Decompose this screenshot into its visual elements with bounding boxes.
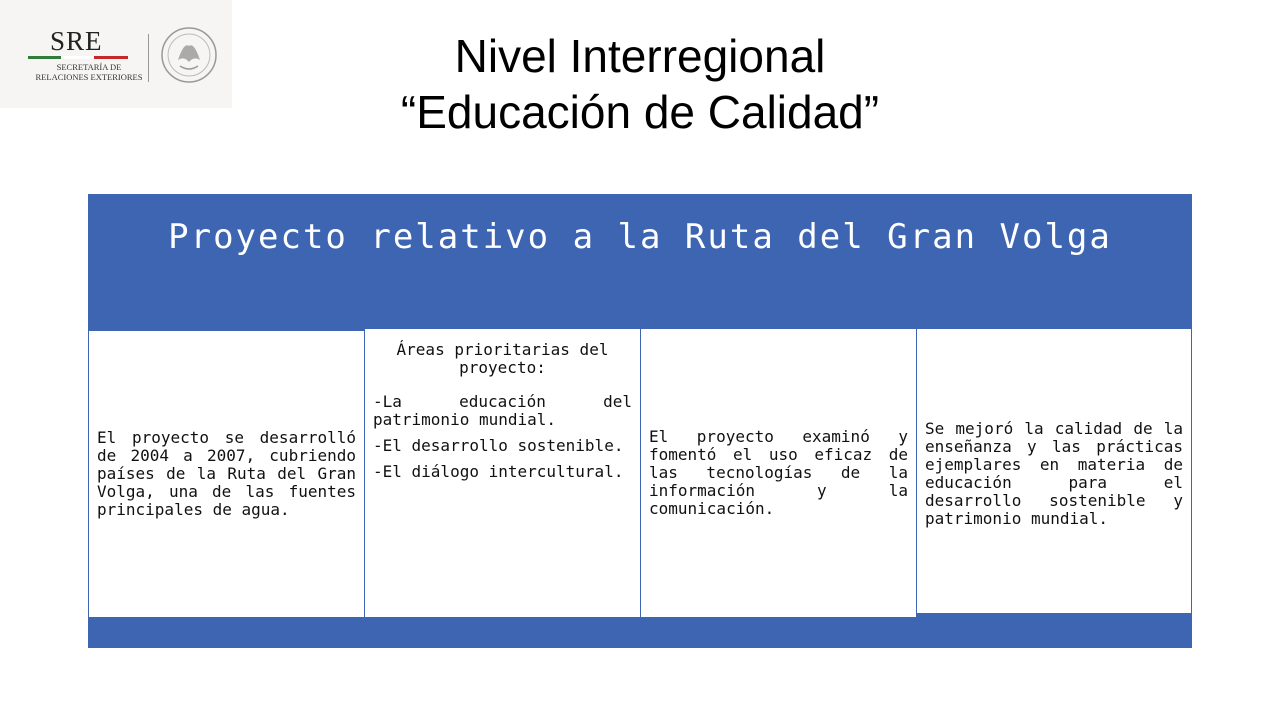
project-panel (88, 194, 1192, 648)
page-title-line1: Nivel Interregional (454, 30, 826, 82)
logo-divider (148, 34, 149, 82)
card-project-period (88, 330, 365, 618)
card-text: Se mejoró la calidad de la enseñanza y las prácticas ejemplares en materia de educación para el desarrollo sostenible y patrimonio mundial. (925, 419, 1183, 528)
card-ict-use (640, 328, 917, 618)
list-item: -La educación del patrimonio mundial. (373, 392, 632, 429)
sre-subtitle-line1: SECRETARÍA DE (56, 62, 122, 72)
card-text: El proyecto se desarrolló de 2004 a 2007, cubriendo países de la Ruta del Gran Volga, una de las fuentes principales de agua. (97, 428, 356, 519)
list-item: -El diálogo intercultural. (373, 462, 624, 481)
card-text: El proyecto examinó y fomentó el uso eficaz de las tecnologías de la información y la comunicación. (649, 427, 908, 518)
sre-logo (0, 0, 232, 108)
seal-icon (160, 26, 218, 84)
card-priority-areas (364, 328, 641, 618)
card-heading: Áreas prioritarias del proyecto: (396, 340, 609, 377)
panel-heading: Proyecto relativo a la Ruta del Gran Volga (168, 217, 1112, 257)
list-item: -El desarrollo sostenible. (373, 436, 624, 455)
sre-subtitle-line2: RELACIONES EXTERIORES (35, 72, 143, 82)
card-outcomes (916, 328, 1192, 614)
sre-acronym: SRE (50, 26, 103, 56)
page-title-line2: “Educación de Calidad” (400, 86, 880, 138)
flag-color-rule (28, 56, 128, 59)
